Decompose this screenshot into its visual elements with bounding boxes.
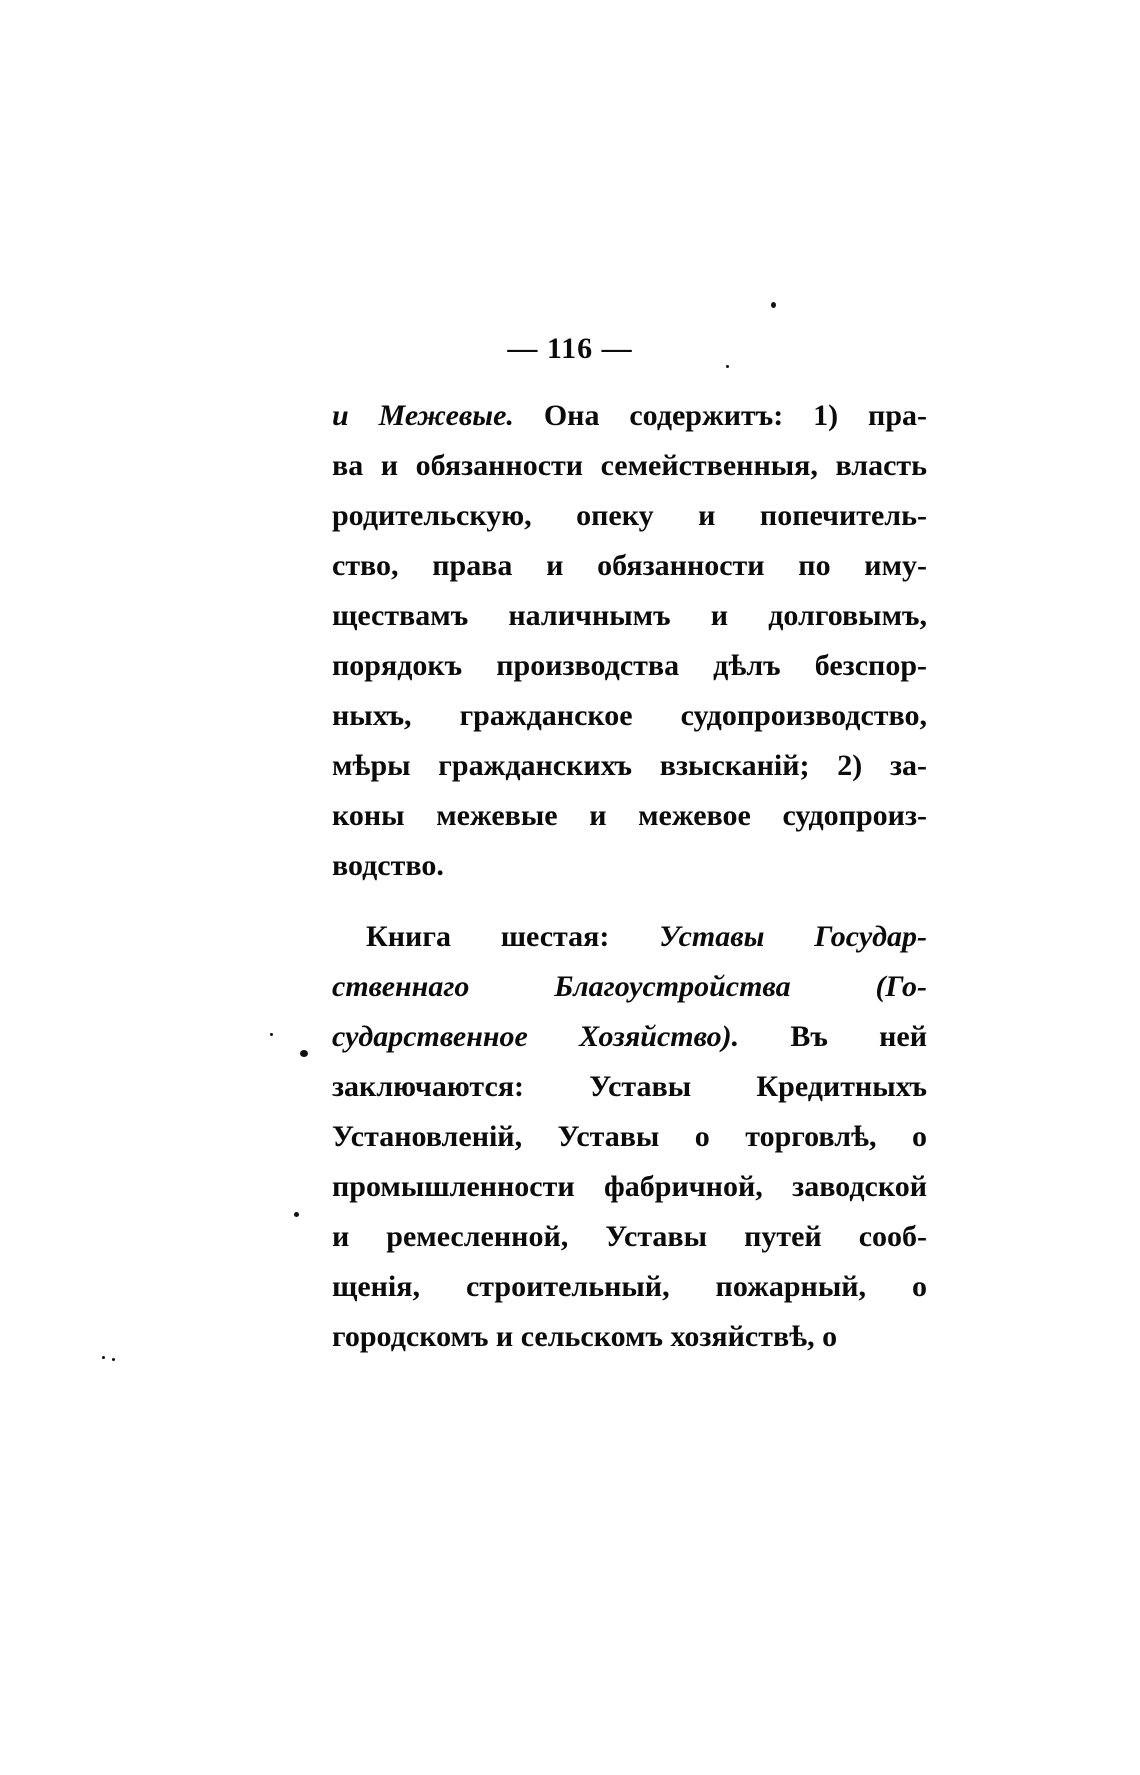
italic-text-run: Уставы Государ- (659, 920, 928, 953)
text-line (332, 912, 927, 962)
italic-text-run: ственнаго Благоустройства (Го- (332, 970, 927, 1003)
text-run: и ремесленной, Уставы путей сооб- (332, 1220, 927, 1253)
italic-text-run: и Межевые. (332, 399, 514, 432)
page-number: — 116 — (507, 332, 633, 365)
text-run: щенія, строительный, пожарный, о (332, 1270, 927, 1303)
ink-speck (300, 1050, 308, 1057)
text-line (332, 391, 927, 441)
ink-speck (771, 302, 776, 308)
text-run: мѣры гражданскихъ взысканій; 2) за- (332, 749, 927, 782)
text-run: Она содержитъ: 1) пра- (513, 399, 928, 432)
text-line (332, 1162, 927, 1212)
text-line (332, 741, 927, 791)
italic-text-run: сударственное Хозяйство). (332, 1020, 740, 1053)
text-line (332, 1112, 927, 1162)
ink-speck (102, 1356, 105, 1359)
ink-speck (112, 1358, 115, 1361)
text-line (332, 1062, 927, 1112)
text-run: ныхъ, гражданское судопроизводство, (332, 699, 927, 732)
ink-speck (294, 1212, 299, 1217)
text-line (332, 691, 927, 741)
text-run: Установленій, Уставы о торговлѣ, о (332, 1120, 927, 1153)
text-line (332, 491, 927, 541)
text-line (332, 591, 927, 641)
text-line (332, 541, 927, 591)
text-run: заключаются: Уставы Кредитныхъ (332, 1070, 927, 1103)
text-run: ществамъ наличнымъ и долговымъ, (332, 599, 927, 632)
text-run: ство, права и обязанности по иму- (332, 549, 927, 582)
text-run: коны межевые и межевое судопроиз- (332, 799, 927, 832)
text-run: родительскую, опеку и попечитель- (332, 499, 927, 532)
text-line (332, 1262, 927, 1312)
paragraph-2 (332, 912, 927, 1362)
ink-speck (726, 365, 729, 368)
text-line (332, 1312, 927, 1362)
text-line (332, 841, 927, 891)
text-line (332, 791, 927, 841)
text-run: ва и обязанности семейственныя, власть (332, 449, 927, 482)
text-line (332, 1012, 927, 1062)
text-line (332, 441, 927, 491)
text-line (332, 641, 927, 691)
text-run: городскомъ и сельскомъ хозяйствѣ, о (332, 1320, 838, 1353)
ink-speck (270, 1033, 273, 1036)
text-line (332, 962, 927, 1012)
text-run: Въ ней (739, 1020, 927, 1053)
text-line (332, 1212, 927, 1262)
paragraph-1 (332, 391, 927, 891)
text-run: Книга шестая: (366, 920, 660, 953)
text-run: промышленности фабричной, заводской (332, 1170, 927, 1203)
text-run: водство. (332, 849, 444, 882)
text-run: порядокъ производства дѣлъ безспор- (332, 649, 927, 682)
